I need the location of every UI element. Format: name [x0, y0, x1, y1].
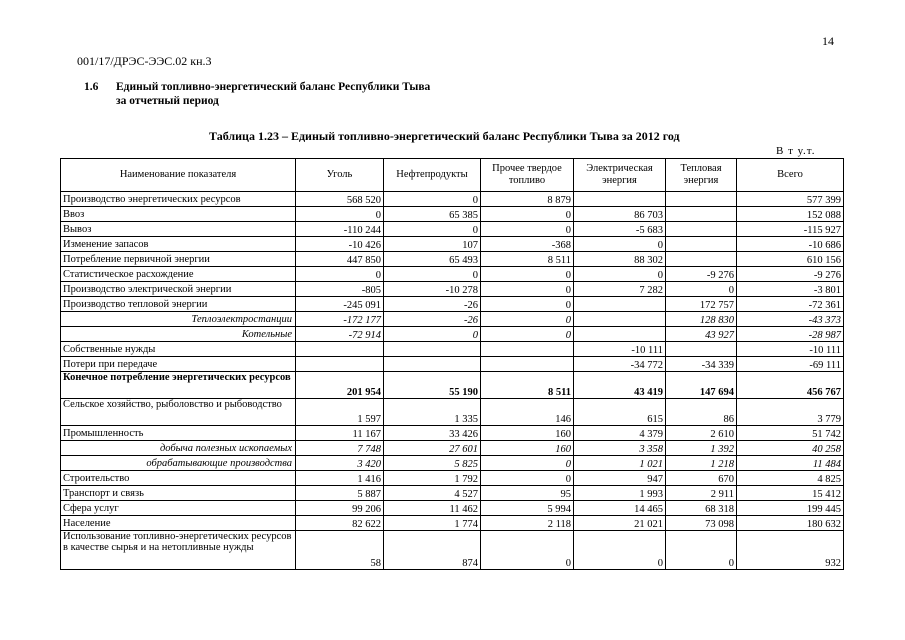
row-label: Сфера услуг — [61, 501, 296, 516]
table-cell — [574, 192, 666, 207]
table-cell: 180 632 — [737, 516, 844, 531]
column-header: Тепловая энергия — [666, 159, 737, 192]
table-row — [61, 372, 844, 399]
table-cell: 3 779 — [737, 399, 844, 426]
table-cell: 68 318 — [666, 501, 737, 516]
row-label: Теплоэлектростанции — [61, 312, 296, 327]
table-cell: -10 111 — [737, 342, 844, 357]
table-cell: -34 339 — [666, 357, 737, 372]
row-label: Потери при передаче — [61, 357, 296, 372]
table-cell: 0 — [666, 531, 737, 570]
table-row — [61, 426, 844, 441]
table-cell: 95 — [481, 486, 574, 501]
row-label: Транспорт и связь — [61, 486, 296, 501]
table-cell: 3 358 — [574, 441, 666, 456]
row-label: Производство энергетических ресурсов — [61, 192, 296, 207]
column-header: Всего — [737, 159, 844, 192]
table-cell: 1 335 — [384, 399, 481, 426]
table-cell — [574, 327, 666, 342]
table-cell: -245 091 — [296, 297, 384, 312]
table-row — [61, 357, 844, 372]
table-cell — [574, 297, 666, 312]
table-cell: 447 850 — [296, 252, 384, 267]
table-cell: 2 911 — [666, 486, 737, 501]
row-label: обрабатывающие производства — [61, 456, 296, 471]
row-label: Вывоз — [61, 222, 296, 237]
row-label: Население — [61, 516, 296, 531]
table-cell: 670 — [666, 471, 737, 486]
column-header: Электрическая энергия — [574, 159, 666, 192]
table-cell: 1 416 — [296, 471, 384, 486]
table-cell — [296, 342, 384, 357]
table-cell: 11 462 — [384, 501, 481, 516]
table-cell: -26 — [384, 297, 481, 312]
table-cell: 33 426 — [384, 426, 481, 441]
row-label: Собственные нужды — [61, 342, 296, 357]
table-row — [61, 501, 844, 516]
table-cell: 86 — [666, 399, 737, 426]
column-header: Прочее твердое топливо — [481, 159, 574, 192]
table-cell: -110 244 — [296, 222, 384, 237]
table-cell: -10 426 — [296, 237, 384, 252]
table-cell: -5 683 — [574, 222, 666, 237]
table-cell: 8 511 — [481, 252, 574, 267]
table-cell: 99 206 — [296, 501, 384, 516]
table-cell: 0 — [481, 207, 574, 222]
table-row — [61, 456, 844, 471]
table-cell: -69 111 — [737, 357, 844, 372]
table-cell: 146 — [481, 399, 574, 426]
table-cell — [481, 357, 574, 372]
row-label: Производство электрической энергии — [61, 282, 296, 297]
table-cell: 0 — [481, 267, 574, 282]
table-cell: -10 686 — [737, 237, 844, 252]
table-cell — [384, 357, 481, 372]
table-cell: -172 177 — [296, 312, 384, 327]
table-cell — [666, 222, 737, 237]
table-cell: 82 622 — [296, 516, 384, 531]
table-cell — [666, 192, 737, 207]
table-cell: 1 218 — [666, 456, 737, 471]
table-cell — [666, 342, 737, 357]
table-cell: 201 954 — [296, 372, 384, 399]
table-row — [61, 192, 844, 207]
table-cell: 27 601 — [384, 441, 481, 456]
table-cell: 4 527 — [384, 486, 481, 501]
table-cell: 7 748 — [296, 441, 384, 456]
table-cell: 2 610 — [666, 426, 737, 441]
table-row — [61, 297, 844, 312]
document-code: 001/17/ДРЭС-ЭЭС.02 кн.3 — [77, 54, 212, 68]
table-cell: 615 — [574, 399, 666, 426]
column-header: Уголь — [296, 159, 384, 192]
table-header-row — [61, 159, 844, 192]
table-cell: 0 — [384, 222, 481, 237]
units-label: В т у.т. — [776, 145, 816, 157]
row-label: Ввоз — [61, 207, 296, 222]
table-cell: 65 493 — [384, 252, 481, 267]
row-label: Производство тепловой энергии — [61, 297, 296, 312]
table-cell: -34 772 — [574, 357, 666, 372]
table-cell — [666, 207, 737, 222]
table-cell: 0 — [666, 282, 737, 297]
table-cell: 1 774 — [384, 516, 481, 531]
table-cell: 51 742 — [737, 426, 844, 441]
table-cell: 43 927 — [666, 327, 737, 342]
table-cell: -10 278 — [384, 282, 481, 297]
section-title — [116, 80, 496, 108]
table-cell — [574, 312, 666, 327]
table-cell — [296, 357, 384, 372]
section-number: 1.6 — [84, 81, 99, 93]
table-cell: 199 445 — [737, 501, 844, 516]
table-cell — [666, 252, 737, 267]
table-row — [61, 312, 844, 327]
table-cell: 14 465 — [574, 501, 666, 516]
table-cell: -72 914 — [296, 327, 384, 342]
row-label: добыча полезных ископаемых — [61, 441, 296, 456]
table-cell: 73 098 — [666, 516, 737, 531]
row-label: Использование топливно-энергетических ресурсов в качестве сырья и на нетопливные нужды — [61, 531, 296, 570]
section-title-line-1: Единый топливно-энергетический баланс Республики Тыва — [116, 81, 431, 93]
table-cell: 88 302 — [574, 252, 666, 267]
table-row — [61, 237, 844, 252]
table-cell: -10 111 — [574, 342, 666, 357]
table-cell: 55 190 — [384, 372, 481, 399]
table-cell: 0 — [481, 471, 574, 486]
table-cell: 152 088 — [737, 207, 844, 222]
table-row — [61, 531, 844, 570]
table-cell: 5 825 — [384, 456, 481, 471]
table-cell: 0 — [481, 327, 574, 342]
table-cell — [384, 342, 481, 357]
table-cell: 1 392 — [666, 441, 737, 456]
table-row — [61, 516, 844, 531]
table-cell: -43 373 — [737, 312, 844, 327]
table-row — [61, 222, 844, 237]
table-cell: 0 — [481, 222, 574, 237]
table-cell: 1 993 — [574, 486, 666, 501]
table-cell: 4 825 — [737, 471, 844, 486]
table-cell: 947 — [574, 471, 666, 486]
table-cell: 0 — [296, 207, 384, 222]
table-cell: 58 — [296, 531, 384, 570]
table-cell: 43 419 — [574, 372, 666, 399]
table-cell: -9 276 — [666, 267, 737, 282]
table-cell: 610 156 — [737, 252, 844, 267]
table-cell: 1 021 — [574, 456, 666, 471]
table-cell: 7 282 — [574, 282, 666, 297]
table-cell: 21 021 — [574, 516, 666, 531]
table-cell: 15 412 — [737, 486, 844, 501]
table-cell: 456 767 — [737, 372, 844, 399]
row-label: Конечное потребление энергетических ресурсов — [61, 372, 296, 399]
row-label: Промышленность — [61, 426, 296, 441]
table-cell: 128 830 — [666, 312, 737, 327]
table-cell: -368 — [481, 237, 574, 252]
table-row — [61, 207, 844, 222]
section-title-line-2: за отчетный период — [116, 95, 219, 107]
table-cell: 86 703 — [574, 207, 666, 222]
column-header: Наименование показателя — [61, 159, 296, 192]
table-cell — [666, 237, 737, 252]
table-row — [61, 471, 844, 486]
energy-balance-table — [60, 158, 844, 570]
table-title: Таблица 1.23 – Единый топливно-энергетический баланс Республики Тыва за 2012 год — [209, 129, 680, 143]
table-row — [61, 252, 844, 267]
table-cell — [481, 342, 574, 357]
table-cell: 160 — [481, 441, 574, 456]
table-cell: -72 361 — [737, 297, 844, 312]
table-cell: 107 — [384, 237, 481, 252]
table-cell: 0 — [384, 192, 481, 207]
table-cell: 568 520 — [296, 192, 384, 207]
table-cell: 932 — [737, 531, 844, 570]
table-cell: 0 — [384, 267, 481, 282]
column-header: Нефтепродукты — [384, 159, 481, 192]
table-cell: 577 399 — [737, 192, 844, 207]
table-cell: -805 — [296, 282, 384, 297]
table-cell: -9 276 — [737, 267, 844, 282]
table-cell: 4 379 — [574, 426, 666, 441]
row-label: Сельское хозяйство, рыболовство и рыбоводство — [61, 399, 296, 426]
table-cell: 0 — [384, 327, 481, 342]
table-cell: 1 597 — [296, 399, 384, 426]
table-row — [61, 399, 844, 426]
table-cell: -3 801 — [737, 282, 844, 297]
table-cell: -28 987 — [737, 327, 844, 342]
table-cell: 0 — [481, 456, 574, 471]
table-cell: 0 — [481, 282, 574, 297]
table-cell: 0 — [574, 531, 666, 570]
table-cell: 11 484 — [737, 456, 844, 471]
table-cell: 40 258 — [737, 441, 844, 456]
page-number: 14 — [822, 34, 834, 48]
table-cell: 0 — [574, 267, 666, 282]
table-row — [61, 327, 844, 342]
table-cell: 1 792 — [384, 471, 481, 486]
table-cell: 0 — [296, 267, 384, 282]
table-cell: 65 385 — [384, 207, 481, 222]
row-label: Изменение запасов — [61, 237, 296, 252]
table-cell: 0 — [481, 297, 574, 312]
table-cell: -115 927 — [737, 222, 844, 237]
table-row — [61, 441, 844, 456]
table-cell: -26 — [384, 312, 481, 327]
table-cell: 11 167 — [296, 426, 384, 441]
row-label: Статистическое расхождение — [61, 267, 296, 282]
table-cell: 160 — [481, 426, 574, 441]
table-cell: 5 994 — [481, 501, 574, 516]
table-cell: 2 118 — [481, 516, 574, 531]
table-cell: 8 879 — [481, 192, 574, 207]
table-row — [61, 267, 844, 282]
table-cell: 0 — [481, 531, 574, 570]
table-cell: 8 511 — [481, 372, 574, 399]
row-label: Потребление первичной энергии — [61, 252, 296, 267]
table-row — [61, 486, 844, 501]
table-row — [61, 282, 844, 297]
row-label: Котельные — [61, 327, 296, 342]
table-cell: 172 757 — [666, 297, 737, 312]
table-cell: 5 887 — [296, 486, 384, 501]
table-cell: 0 — [481, 312, 574, 327]
table-cell: 874 — [384, 531, 481, 570]
row-label: Строительство — [61, 471, 296, 486]
table-cell: 147 694 — [666, 372, 737, 399]
table-cell: 3 420 — [296, 456, 384, 471]
table-row — [61, 342, 844, 357]
table-cell: 0 — [574, 237, 666, 252]
